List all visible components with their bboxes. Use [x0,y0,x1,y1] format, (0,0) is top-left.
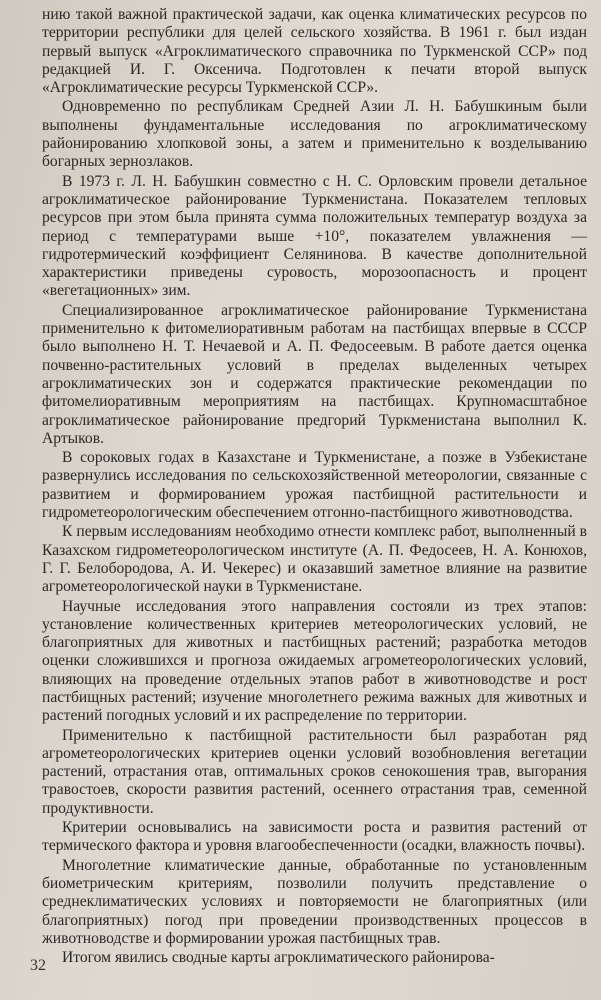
page-number: 32 [30,957,46,974]
paragraph-6: К первым исследованиям необходимо отнести комплекс работ, выполненный в Казахском гидрометеорологическом институте (А. П. Федосеев, Н. А. Конюхов, Г. Г. Белобородова, А. И. Чекерес) и оказавший заметное влияние на развитие агрометеорологической науки в Туркменистане. [42,523,587,596]
paragraph-1: нию такой важной практической задачи, как оценка климатических ресурсов по территории республики для целей сельского хозяйства. В 1961 г. был издан первый выпуск «Агроклиматического справочника по Туркменской ССР» под редакцией И. Г. Оксенича. Подготовлен к печати второй выпуск «Агроклиматические ресурсы Туркменской ССР». [42,6,587,97]
paragraph-5: В сороковых годах в Казахстане и Туркменистане, а позже в Узбекистане развернулись исследования по сельскохозяйственной метеорологии, связанные с развитием и формированием урожая пастбищной растительности и гидрометеорологическим обеспечением отгонно-пастбищного животноводства. [42,449,587,522]
paragraph-7: Научные исследования этого направления состояли из трех этапов: установление количественных критериев метеорологических условий, не благоприятных для животных и пастбищных растений; разработка методов оценки сложившихся и прогноза ожидаемых агрометеорологических условий, влияющих на проведение отдельных этапов работ в животноводстве и рост пастбищных растений; изучение многолетнего режима важных для животных и растений погодных условий и их распределение по территории. [42,597,587,725]
paragraph-4: Специализированное агроклиматическое районирование Туркменистана применительно к фитомелиоративным работам на пастбищах впервые в СССР было выполнено Н. Т. Нечаевой и А. П. Федосеевым. В работе дается оценка почвенно-растительных условий в пределах выделенных четырех агроклиматических зон и содержатся практические рекомендации по фитомелиоративным мероприятиям на пастбищах. Крупномасштабное агроклиматическое районирование предгорий Туркменистана выполнил К. Артыков. [42,301,587,447]
paragraph-9: Критерии основывались на зависимости роста и развития растений от термического фактора и уровня влагообеспеченности (осадки, влажность почвы). [42,819,587,855]
paragraph-3: В 1973 г. Л. Н. Бабушкин совместно с Н. С. Орловским провели детальное агроклиматическое районирование Туркменистана. Показателем тепловых ресурсов при этом была принята сумма положительных температур воздуха за период с температурами выше +10°, показателем увлажнения — гидротермический коэффициент Селянинова. В качестве дополнительной характеристики приведены суровость, морозоопасность и процент «вегетационных» зим. [42,172,587,300]
body-text [42,6,587,967]
paragraph-8: Применительно к пастбищной растительности был разработан ряд агрометеорологических критериев оценки условий возобновления вегетации растений, отрастания отав, оптимальных сроков сенокошения трав, выгорания травостоев, скорости развития растений, осеннего отрастания трав, семенной продуктивности. [42,726,587,817]
paragraph-10: Многолетние климатические данные, обработанные по установленным биометрическим критериям, позволили получить представление о среднеклиматических условиях и повторяемости не благоприятных (или благоприятных) погод при проведении производственных процессов в животноводстве и формировании урожая пастбищных трав. [42,856,587,947]
paragraph-2: Одновременно по республикам Средней Азии Л. Н. Бабушкиным были выполнены фундаментальные исследования по агроклиматическому районированию хлопковой зоны, а затем и применительно к возделыванию богарных зернозлаков. [42,98,587,171]
paragraph-11: Итогом явились сводные карты агроклиматического районирова- [62,949,495,967]
